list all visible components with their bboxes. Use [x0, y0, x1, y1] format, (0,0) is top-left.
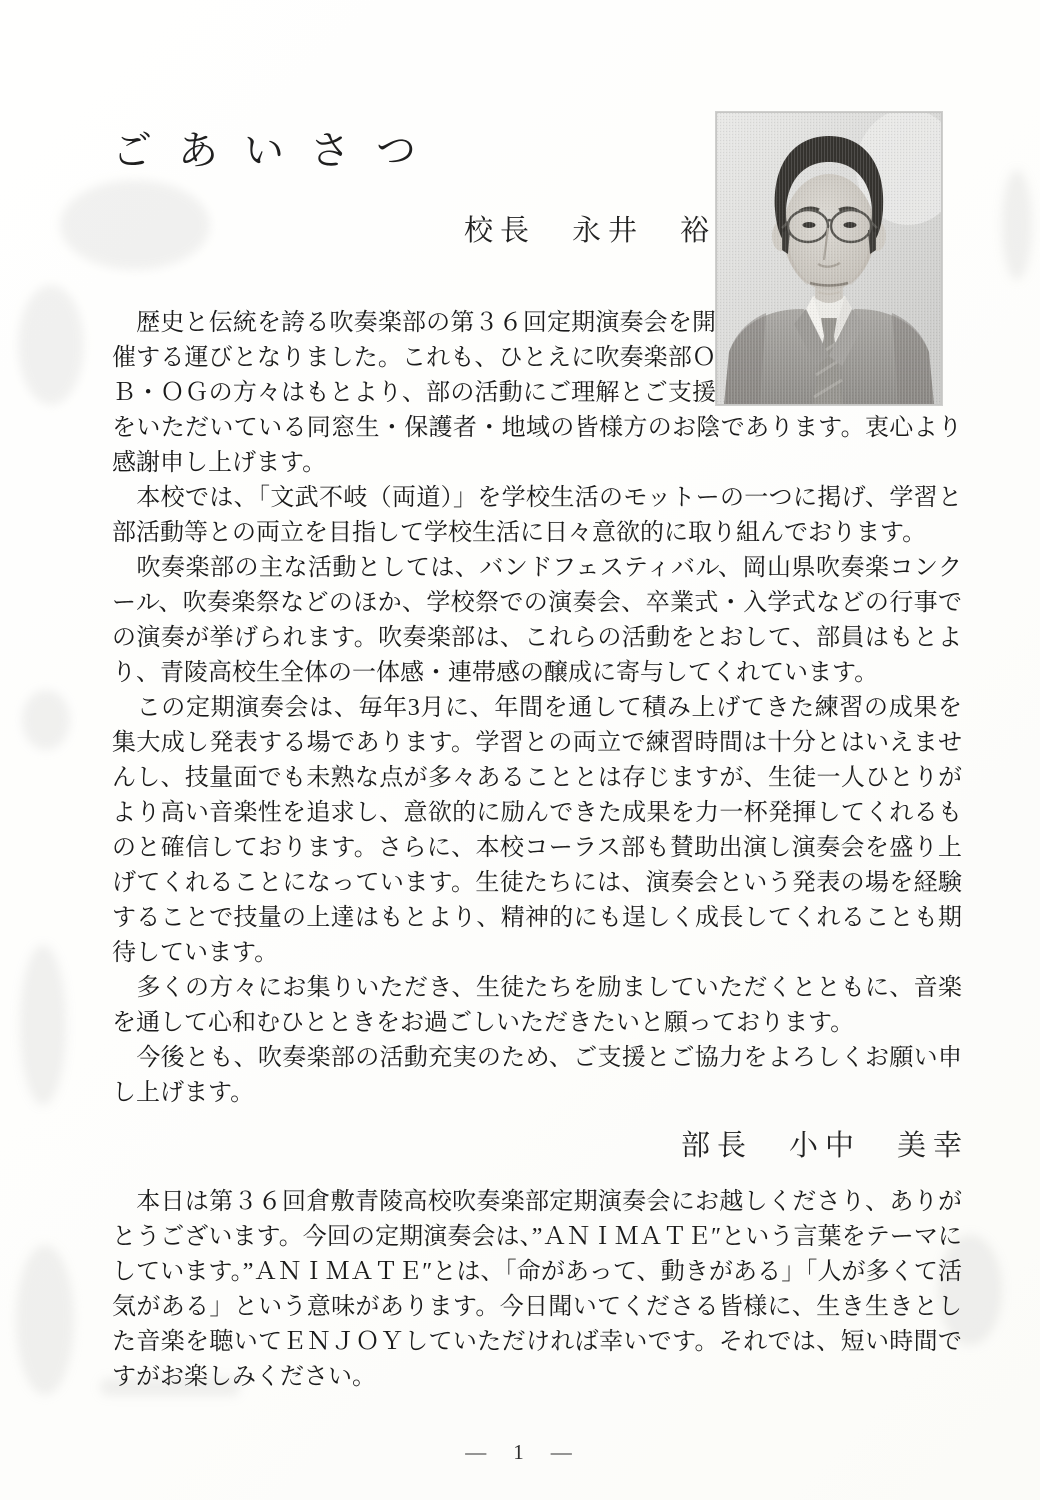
- principal-paragraph: 吹奏楽部の主な活動としては、バンドフェスティバル、岡山県吹奏楽コンクール、吹奏楽祭などのほか、学校祭での演奏会、卒業式・入学式などの行事での演奏が挙げられます。吹奏楽部は、これらの活動をとおして、部員はもとより、青陵高校生全体の一体感・連帯感の醸成に寄与してくれています。: [112, 555, 962, 686]
- principal-paragraph: この定期演奏会は、毎年3月に、年間を通して積み上げてきた練習の成果を集大成し発表する場であります。学習との両立で練習時間は十分とはいえませんし、技量面でも未熟な点が多々あることとは存じますが、生徒一人ひとりがより高い音楽性を追求し、意欲的に励んできた成果を力一杯発揮してくれるものと確信しております。さらに、本校コーラス部も賛助出演し演奏会を盛り上げてくれることになっています。生徒たちには、演奏会という発表の場を経験することで技量の上達はもとより、精神的にも逞しく成長してくれることも期待しています。: [112, 695, 962, 966]
- greeting-article: [112, 112, 969, 1395]
- scan-artifact: [16, 1245, 74, 1395]
- principal-paragraph: 今後とも、吹奏楽部の活動充実のため、ご支援とご協力をよろしくお願い申し上げます。: [112, 1045, 962, 1106]
- photo-area: [716, 112, 962, 410]
- principal-paragraph: 歴史と伝統を誇る吹奏楽部の第３６回定期演奏会を開催する運びとなりました。これも、ひとえに吹奏楽部ＯＢ・ＯＧの方々はもとより、部の活動にご理解とご支援をいただいている同窓生・保護者・地域の皆様方のお陰であります。衷心より感謝申し上げます。: [112, 310, 962, 476]
- president-byline: 部長 小中 美幸: [680, 1130, 969, 1162]
- scan-artifact: [22, 690, 70, 750]
- scan-artifact: [18, 285, 84, 405]
- page-title: ごあいさつ: [112, 128, 442, 173]
- principal-paragraph: 多くの方々にお集りいただき、生徒たちを励ましていただくとともに、音楽を通して心和むひとときをお過ごしいただきたいと願っております。: [112, 975, 962, 1036]
- principal-byline: 校長 永井 裕: [463, 215, 716, 247]
- principal-portrait-illustration: [716, 112, 942, 405]
- principal-paragraph: 本校では、「文武不岐（両道）」を学校生活のモットーの一つに掲げ、学習と部活動等との両立を目指して学校生活に日々意欲的に取り組んでおります。: [112, 485, 962, 546]
- page-number: — 1 —: [465, 1440, 575, 1464]
- scan-artifact: [20, 945, 66, 1105]
- president-paragraph: 本日は第３６回倉敷青陵高校吹奏楽部定期演奏会にお越しくださり、ありがとうございます。今回の定期演奏会は、”ＡＮＩＭＡＴＥ″という言葉をテーマにしています。”ＡＮＩＭＡＴＥ″とは、「命があって、動きがある」「人が多くて活気がある」という意味があります。今日聞いてくださる皆様に、生き生きとした音楽を聴いてＥＮＪＯＹしていただければ幸いです。それでは、短い時間ですがお楽しみください。: [112, 1189, 962, 1390]
- principal-portrait-photo: [716, 112, 942, 405]
- scan-artifact: [1002, 170, 1032, 280]
